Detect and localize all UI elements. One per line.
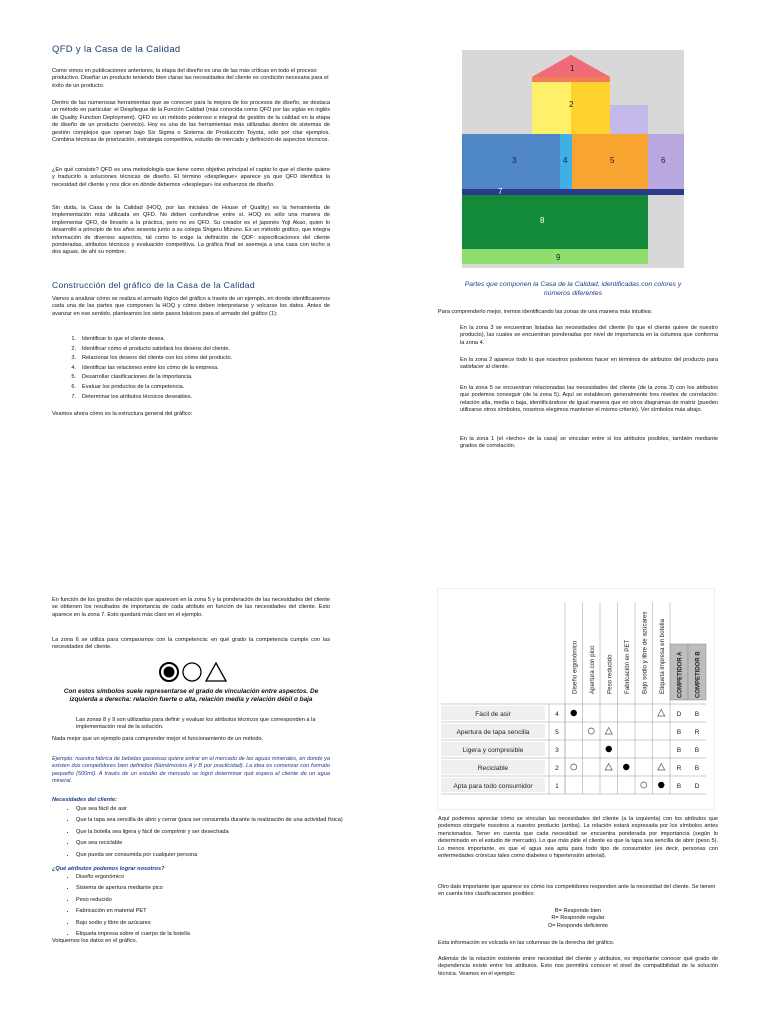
step-number: 1.: [71, 336, 76, 342]
attributes-list: [52, 874, 354, 942]
step-number: 6.: [71, 383, 76, 390]
bullet-zones-8-9: [76, 717, 330, 732]
competitor-a-rating: B: [676, 783, 682, 790]
attribute-header: Peso reducido: [606, 654, 614, 694]
rating-d: D= Responde deficiente: [548, 922, 608, 929]
bullet-zone-7: [52, 597, 330, 619]
step-text: Evaluar los productos de la competencia.: [82, 383, 185, 390]
paragraph-example-intro: Nada mejor que un ejemplo para comprender mejor el funcionamiento de un método.: [52, 736, 264, 742]
paragraph-structure: Veamos ahora cómo es la estructura general del gráfico:: [52, 411, 193, 417]
competitor-b-rating: D: [694, 783, 700, 790]
competitor-a-rating: D: [676, 711, 682, 718]
zone-6-upper: [610, 105, 648, 134]
attribute-header: Etiqueta impresa en botella: [658, 619, 666, 694]
step-text: Determinar los atributos técnicos deseables.: [82, 393, 193, 400]
attribute-item: • Sistema de apertura mediante pico: [76, 885, 354, 892]
attribute-header: Apertura con pico: [588, 645, 596, 694]
zone-2-right: [571, 82, 610, 134]
strong-relation-mark: [623, 764, 629, 770]
zone-9: [462, 249, 648, 264]
competitor-a-rating: R: [676, 765, 682, 772]
zone-2-left: [532, 82, 571, 134]
bullet-zone-5: [460, 385, 718, 415]
paragraph-competitors: Otro dato importante que aparece es cómo los competidores responden ante la necesidad del cliente. Se tienen en cuenta tres clasificaciones posibles:: [438, 884, 716, 898]
rating-b: B= Responde bien: [554, 908, 602, 914]
bullet-zone-3-text: En la zona 3 se encuentran listadas las necesidades del cliente (lo que el cliente quiere de nuestro producto), las cuales se encuentran ponderadas por nivel de importancia en la columna que conforma la zona 4.: [460, 325, 718, 346]
steps-list: [60, 336, 320, 403]
zone-label-1: 1: [570, 64, 575, 73]
bullet-zone-2-text: En la zona 2 aparece todo lo que nosotros podemos hacer en términos de atributos del producto para satisfacer al cliente.: [460, 357, 718, 371]
step-item: [60, 336, 320, 343]
bullet-zone-1: [460, 436, 718, 451]
need-label: Apertura de tapa sencilla: [456, 729, 530, 736]
needs-title: Necesidades del cliente:: [52, 797, 117, 803]
step-text: Identificar lo que el cliente desea.: [82, 336, 166, 342]
house-of-quality-diagram: [462, 50, 684, 268]
competitor-header: COMPETIDOR A: [677, 651, 684, 698]
attributes-title: ¿Qué atributos podemos lograr nosotros?: [52, 866, 165, 872]
strong-relation-mark: [571, 710, 577, 716]
attribute-item: • Diseño ergonómico: [76, 874, 354, 881]
paragraph-volquemos: Volquemos los datos en el gráfico.: [52, 938, 138, 944]
medium-relation-symbol: [183, 663, 201, 681]
rating-r: R= Responde regular: [551, 915, 605, 922]
paragraph-columns: Esta información es volcada en las columnas de la derecha del gráfico.: [438, 940, 615, 946]
step-item: [60, 394, 320, 401]
attribute-item: • Bajo sodio y libre de azúcares: [76, 920, 354, 927]
need-item: • Que sea reciclable: [76, 840, 354, 847]
bullet-zone-6: [52, 637, 330, 652]
paragraph-tools: Dentro de las numerosas herramientas que se conocen para la mejora de los procesos de diseño, se destaca un método en particular: el Despliegue de la Función Calidad (más conocida como QFD por las siglas en inglés de Quality Function Deployment). QFD es un método poderoso e integral de gestión de la calidad en la etapa de diseño de un producto (servicio). Hoy es una de las herramientas más utilizadas dentro de sistemas de gestión complejos que operan bajo Six Sigma o Sistema de Producción Toyota, sólo por citar ejemplos. Combina técnicas de priorización, estrategia competitiva, estudio de mercado y definición de aspectos técnicos.: [52, 100, 330, 144]
bullet-zones-8-9-text: Las zonas 8 y 9 son utilizadas para definir y evaluar los atributos técnicos que corresponden a la implementación real de la solución.: [76, 717, 316, 731]
zone-3: [462, 134, 560, 189]
step-item: [60, 355, 320, 362]
need-item: • Que la tapa sea sencilla de abrir y cerrar (para ser consumida durante la realización de una actividad física): [76, 817, 354, 824]
zone-1-base: [532, 77, 610, 82]
strong-relation-mark: [658, 782, 664, 788]
zone-label-5: 5: [610, 156, 615, 165]
needs-list: [52, 806, 354, 863]
diagram-caption: Partes que componen la Casa de la Calidad, identificadas con colores y números diferentes: [464, 281, 682, 297]
step-text: Identificar cómo el producto satisfará los deseos del cliente.: [82, 345, 231, 352]
competitor-a-rating: B: [676, 747, 682, 754]
step-number: 2.: [71, 345, 76, 352]
zone-label-7: 7: [498, 187, 503, 196]
zone-label-9: 9: [556, 253, 561, 262]
attribute-item: • Etiqueta impresa sobre el cuerpo de la botella: [76, 931, 354, 938]
competitor-b-rating: B: [694, 765, 700, 772]
need-weight: 2: [555, 765, 559, 772]
paragraph-steps-intro: Vamos a analizar cómo se realiza el armado lógico del gráfico a través de un ejemplo, en donde identificaremos cada una de las partes que componen la HOQ y cómo deben interpretarse y volcarse los datos. Antes de avanzar en ese sentido, planteamos los siete pasos básicos para el armado del gráfico (1):: [52, 296, 330, 317]
step-number: 5.: [71, 374, 76, 381]
zone-8: [462, 195, 648, 249]
need-weight: 4: [555, 711, 559, 718]
need-label: Reciclable: [477, 765, 509, 772]
bullet-zone-1-text: En la zona 1 (el «techo» de la casa) se vinculan entre sí los atributos posibles, también mediante grados de correlación.: [460, 436, 718, 450]
paragraph-dependency: Además de la relación existente entre necesidad del cliente y atributos, es importante conocer qué grado de dependencia existe entre los atributos. Esto nos permitirá conocer el nivel de compatibilidad de la solución técnica. Veamos en el ejemplo:: [438, 956, 718, 977]
zone-label-6: 6: [661, 156, 666, 165]
need-weight: 3: [555, 747, 559, 754]
bullet-zone-5-text: En la zona 5 se encuentran relacionadas las necesidades del cliente (de la zona 3) con los atributos que podemos conseguir (de la zona 5). Aquí se establecen generalmente tres niveles de correlación: relación alta, media o baja, identificándose de igual manera que en otros diagramas de matriz (pueden utilizarse otros símbolos, nosotros elegimos mantener el mismo criterio). Ver símbolos más abajo.: [460, 385, 718, 414]
bullet-zone-3: [460, 325, 718, 347]
attribute-header: Fabricación en PET: [623, 639, 631, 694]
step-item: [60, 365, 320, 372]
need-item: • Que la botella sea ligera y fácil de comprimir y ser desechada: [76, 829, 354, 836]
need-weight: 5: [555, 729, 559, 736]
need-item: • Que sea fácil de asir: [76, 806, 354, 813]
attribute-item: • Peso reducido: [76, 897, 354, 904]
bullet-zone-2: [460, 357, 718, 372]
paragraph-hoq: Sin duda, la Casa de la Calidad (HOQ, por las iniciales de House of Quality) es la herramienta de implementación más utilizada en QFD. No deben confundirse entre sí. HOQ es sólo una manera de implementar QFD, de llevarlo a la práctica, pero no es QFD. Su creador es el japonés Yoji Akao, quien lo desarrolló a principio de los años sesenta junto a su colega Shigeru Mizuno. Es un método gráfico, que integra información de diversos aspectos, tal como lo exige la definición de QDF: especificaciones del cliente ponderadas, atributos técnicos y evaluación competitiva. La gráfica final se asemeja a una casa con techo a dos aguas, de ahí su nombre.: [52, 205, 330, 256]
paragraph-matrix-explanation: Aquí podemos apreciar cómo se vinculan las necesidades del cliente (a la izquierda) con los atributos que podemos otorgarle nosotros a nuestro producto (arriba). La relación estará expresada por los símbolos antes mencionados. Tener en cuenta que cada necesidad se encuentra ponderada por importancia (según lo determinado en el estudio de mercado). Lo que más pide el cliente es que la tapa sea sencilla de abrir (peso 5). Lo menos importante, es que el agua sea apta para todo tipo de consumidor (es decir, personas con enfermedades crónicas tales como diabetes o hipertensión arterial).: [438, 816, 718, 860]
zone-6: [648, 134, 684, 189]
bullet-zone-6-text: La zona 6 se utiliza para compararnos con la competencia: en qué grado la competencia cumple con las necesidades del cliente.: [52, 637, 330, 651]
strong-relation-mark: [606, 746, 612, 752]
zone-label-4: 4: [563, 156, 568, 165]
zone-label-8: 8: [540, 216, 545, 225]
symbols-caption: Con estos símbolos suele representarse el grado de vinculación entre aspectos. De izquierda a derecha: relación fuerte o alta, relación media y relación débil o baja: [63, 688, 319, 703]
zone-label-3: 3: [512, 156, 517, 165]
step-text: Identificar las relaciones entre los cómo de la empresa.: [82, 364, 219, 371]
competitor-b-rating: R: [694, 729, 700, 736]
need-label: Fácil de asir: [475, 711, 511, 718]
page-title: QFD y la Casa de la Calidad: [52, 44, 181, 55]
qfd-example-matrix: [437, 588, 715, 810]
attribute-header: Bajo sodio y libre de azúcares: [641, 611, 649, 694]
paragraph-what-is: ¿En qué consiste? QFD es una metodología que tiene como objetivo principal el captar lo que el cliente quiere y traducirlo a soluciones técnicas de diseño. El término «despliegue» aparece ya que QFD identifica la necesidad del cliente y nos dice en dónde debemos «desplegar» los esfuerzos de diseño.: [52, 167, 330, 188]
step-number: 4.: [71, 364, 76, 371]
need-label: Apta para todo consumidor: [453, 783, 533, 790]
strong-relation-dot: [164, 667, 175, 678]
step-number: 3.: [71, 355, 76, 362]
ratings-legend: [438, 908, 718, 930]
zone-label-2: 2: [569, 100, 574, 109]
relation-symbols: [157, 660, 229, 684]
weak-relation-symbol: [206, 663, 226, 681]
step-number: 7.: [71, 393, 76, 400]
paragraph-intro: Como vimos en publicaciones anteriores, la etapa del diseño es una de las más críticas en todo el proceso productivo. Diseñar un producto teniendo bien claras las necesidades del cliente es condición necesaria para el éxito de un producto.: [52, 68, 329, 89]
step-item: [60, 384, 320, 391]
zone-7: [462, 189, 684, 195]
competitor-header: COMPETIDOR B: [695, 651, 702, 698]
need-item: • Que pueda ser consumida por cualquier persona: [76, 852, 354, 859]
paragraph-zones-intro: Para comprenderlo mejor, iremos identificando las zonas de una manera más intuitiva:: [438, 309, 653, 315]
need-weight: 1: [555, 783, 559, 790]
competitor-b-rating: B: [694, 711, 700, 718]
step-text: Relacionar los deseos del cliente con los cómo del producto.: [82, 355, 233, 362]
paragraph-example: Ejemplo: nuestra fábrica de bebidas gaseosas quiere entrar en el mercado de las aguas minerales, en donde ya existen dos competidores bien definidos (llamémoslos A y B por practicidad). La idea es comenzar con formato pequeño (500ml). A través de un estudio de mercado se logró determinar qué espera el cliente de un agua mineral.: [52, 756, 330, 785]
step-text: Desarrollar clasificaciones de la importancia.: [82, 374, 193, 381]
competitor-b-rating: B: [694, 747, 700, 754]
attribute-header: Diseño ergonómico: [571, 640, 579, 694]
bullet-zone-7-text: En función de los grados de relación que aparecen en la zona 5 y la ponderación de las necesidades del cliente se obtienen los resultados de importancia de cada atributo en función de las necesidades del cliente. Esto aparece en la zona 7. Esto quedará más claro en el ejemplo.: [52, 597, 330, 618]
step-item: [60, 374, 320, 381]
step-item: [60, 346, 320, 353]
need-label: Ligera y compresible: [462, 747, 524, 754]
competitor-a-rating: B: [676, 729, 682, 736]
attribute-item: • Fabricación en material PET: [76, 908, 354, 915]
section-title-construccion: Construcción del gráfico de la Casa de la Calidad: [52, 280, 255, 290]
